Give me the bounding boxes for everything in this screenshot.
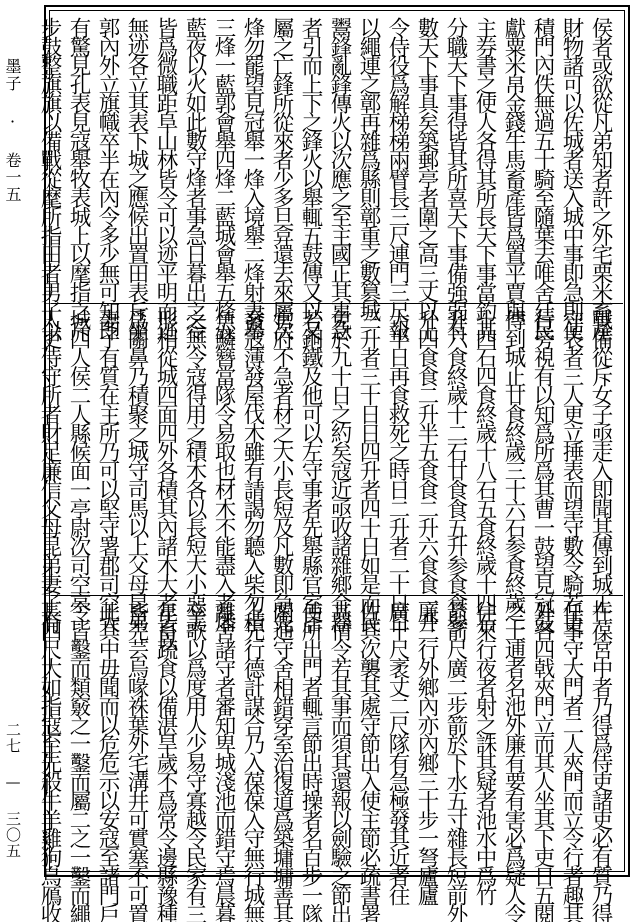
text-panel-top [37,12,623,339]
text-column: 畜芫芸烏喙祩葉外宅溝井可實塞不可置 [124,601,149,922]
text-column: 佐其次襲其處守節出入使主節必疏書署 [356,601,381,922]
text-panel-bottom [37,595,623,922]
text-column: 行旁視有以知爲所爲其曹一鼓望見冠鼓 [530,309,555,631]
text-column: 升四食食二升半五食食二升六食食一升 [414,309,439,631]
text-column: 在葆宮中者乃得爲侍吏諸吏必有質乃得 [588,601,613,922]
text-column: 爲關鼻乃積聚之城守司馬以上父母昆弟 [124,309,149,631]
text-column: 人吏侍守所者財足廉信父母昆弟妻子有 [37,309,62,631]
text-column: 屬之亡鋒所從來者少多旦弇還去來屬次 [269,17,294,339]
text-column: 廉三行外鄉內亦內鄉三十步一弩廬廬 [414,601,439,904]
text-column: 步鼓整旗旗以備戰從麾所指田者男子以 [37,17,62,339]
text-column: 烽勿罷望見冠舉一烽入境舉二烽射妻舉 [240,17,265,339]
text-column: 主券書之使人各得其所長天下事當釣其 [472,17,497,339]
column-container [37,12,623,339]
text-column: 官府不急者材之大小長短及凡數即急先 [269,309,294,631]
text-column: 往來行夜者射之誅其疑者池水中爲竹 [472,601,497,904]
text-column: 長四尺大如指寇至先殺牛羊雞狗鳥鴈收 [37,601,62,922]
text-column: 守表者三人更立捶表而望守數令騎若吏 [559,309,584,631]
text-column: 城四人侯二人縣候面一亭尉次司空亭一 [66,309,91,631]
text-column: 年畜蔬食以備湛旱歲不爲常令邊縣豫種 [153,601,178,922]
text-column: 獻粟米帛金錢牛馬畜產皆爲置平賈與 [501,17,526,320]
text-column: 有驚見孔表見寇舉牧表城上以麾指之斥 [66,17,91,339]
text-column: 分職天下事得皆其所喜天下事備強弱有 [443,17,468,339]
page-frame [37,5,630,922]
text-column: 升六食終歲十二石廿食食五升参食食参 [443,309,468,631]
text-column: 傳到城止廿食終歲三十六石参食終歲二 [501,309,526,631]
text-column: 離舍諸守者審知卑城淺池而錯守焉晨暮 [211,601,236,922]
text-column: 上先行德計謀合乃入葆葆入守無行城無 [240,601,265,922]
text-column: 戰備從斥女子亟走入即聞其傳到城正 [588,309,613,612]
text-column: 之無令寇得用之積木各以長短大小惡美 [182,309,207,631]
text-column: 無迹各立其表下城之應候出置田表斥坐 [124,17,149,339]
text-column: 數天下事具矣築郵亭者圍之高三丈以上 [414,17,439,339]
text-column: 者引而上下之鋒火以舉輒五鼓傳又以又 [298,17,323,339]
text-column: 令皆鑿而類竅之一鑿而屬二之一鑿而繩 [66,601,91,922]
text-column: 財物諸可以佐城者送入城中事即急則使 [559,17,584,339]
text-column: 免於九十日之約矣寇近亟收諸雜鄉金器 [327,309,352,631]
column-container [37,304,623,650]
text-column: 郭內外立旗幟卒半在內令多少無可知即 [95,17,120,339]
text-column: 三升者三十日日四升者四十日如是而民 [356,309,381,631]
text-column: 積門內佚無過五十騎至隨葉去唯舍廷民 [530,17,555,339]
text-column: 其情令若其事而須其還報以劍驗之節出 [327,601,352,922]
column-container [37,596,623,922]
text-column: 任事守大門者二人夾門而立令行者趣其 [559,601,584,922]
text-column: 令侍役爲解梯梯兩臂長三尺連門三尺報 [385,17,410,339]
text-column: 十四石四食終歲十八石五食終歲十四石 [472,309,497,631]
text-column: 三烽一藍郭會舉四烽二藍城會舉五烽五 [211,17,236,339]
text-column: 之上逋者名池外廉有要有害必爲疑人令 [501,601,526,922]
text-column: 以繩連之鄣再雜爲縣則鄣重之數篡城 [356,17,381,320]
text-column: 使所出門者輒言節出時操者名百步一隊 [298,601,323,922]
text-column: 侯者或欲從凡弟知者許之外宅栗米畜產 [588,17,613,339]
text-column: 閤通守舍相錯穿室治復道爲築墉墉善其 [269,601,294,922]
text-column: 皆爲微職距阜山林皆令可以迹平明而迹 [153,17,178,339]
text-column: 箭箭尺廣二步箭於下水五寸雜長短前外 [443,601,468,922]
text-column: 卒歌以爲度用人少易守寡越令民家有三 [182,601,207,922]
text-column: 外各四戟夾門立而其人坐其下吏日五閱 [530,601,555,922]
book-title: 墨子 · 卷一五 [3,58,22,203]
text-column: 形相從城四面四外各積其內諸木大者皆以 [153,309,178,650]
text-column: 鬻鋒亂鋒傳火以次應之至主國正其事急 [327,17,352,339]
text-column: 大半日再食救死之時日二升者二十日日 [385,309,410,631]
text-column: 若銅鐵及他可以左守事者先舉縣官室居 [298,309,323,631]
text-column: 魚鱗簪當隊令易取也材木不能盡入者燔 [211,309,236,631]
text-column: 藍夜以火如此數守烽者事急日暮出之令 [182,17,207,339]
text-column: 妻子有質在主所乃可以堅守署郡司空大 [95,309,120,631]
text-panel-middle [37,303,623,650]
text-column: 廣十尺袤丈二尺隊有急極發其近者往 [385,601,410,904]
text-column: 此其中毋聞而以危危示以安寇至諸門戶 [95,601,120,922]
text-column: 發寇薄發屋伐木雖有請謁勿聽入柴勿積 [240,309,265,631]
page-number: 二七 — 三〇五 [4,722,22,859]
